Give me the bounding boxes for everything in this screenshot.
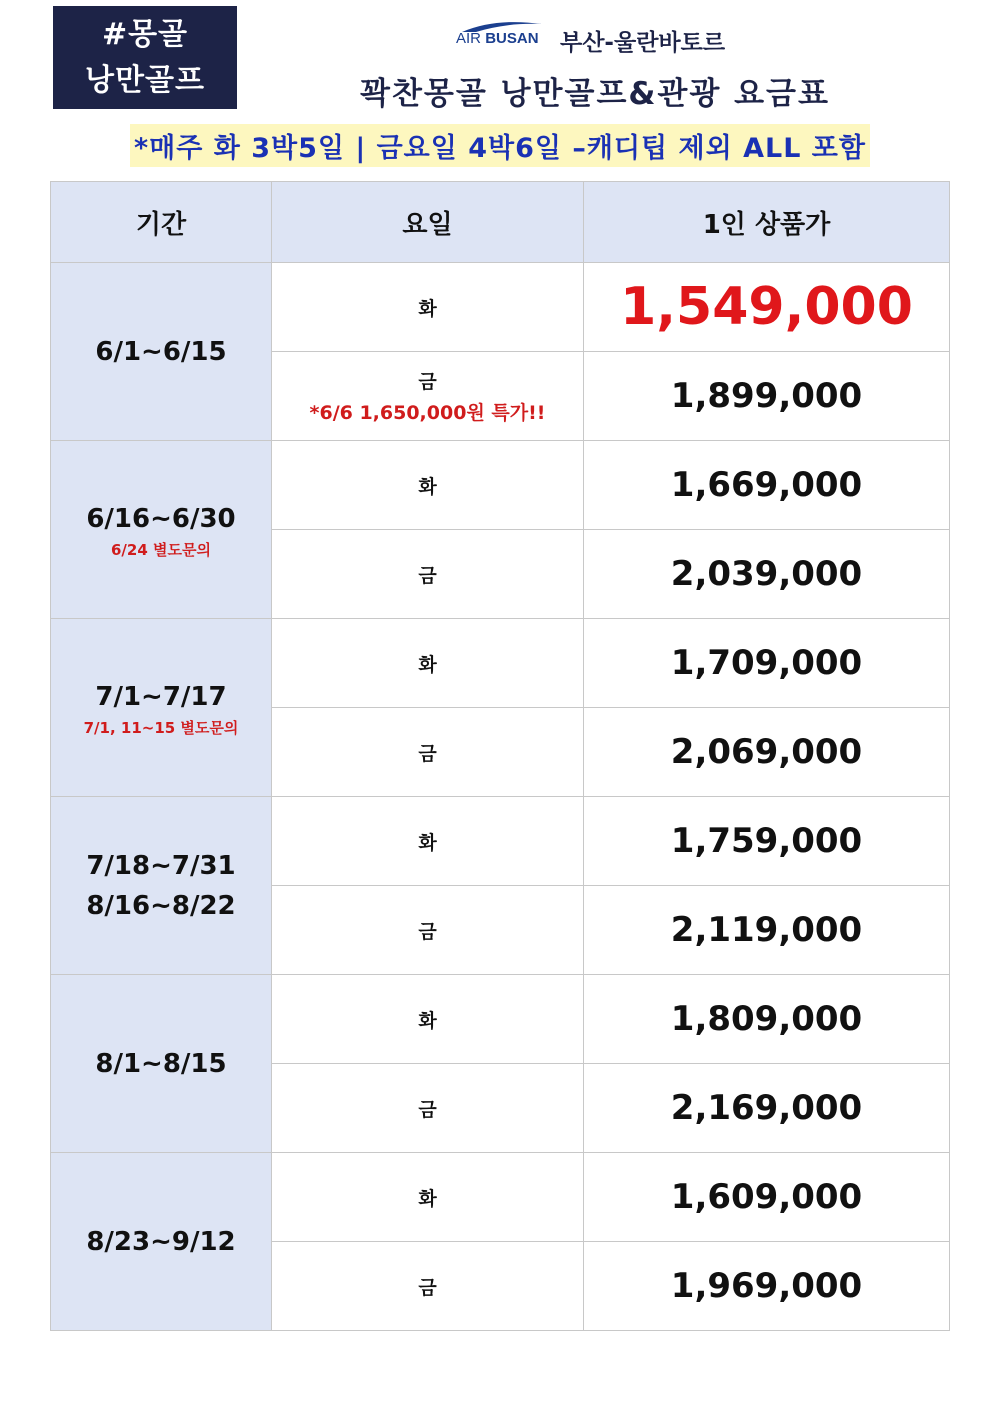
period-label: 8/23~9/12 [86,1226,236,1257]
day-cell [272,975,584,1064]
day-cell [272,1242,584,1331]
price-cell: 2,119,000 [584,886,950,975]
period-note: 7/1, 11~15 별도문의 [83,718,239,737]
table-header-row [51,182,950,263]
period-cell [51,797,272,975]
day-cell [272,1153,584,1242]
logo-text-busan: BUSAN [485,30,539,47]
day-label: 화 [418,1187,437,1210]
day-label: 화 [418,475,437,498]
price-cell: 1,709,000 [584,619,950,708]
table-row [51,975,950,1064]
period-label: 6/16~6/30 [86,503,236,534]
day-label: 화 [418,297,437,320]
price-cell: 1,809,000 [584,975,950,1064]
day-label: 화 [418,1009,437,1032]
day-label: 화 [418,653,437,676]
price-cell: 1,899,000 [584,352,950,441]
price-cell: 1,609,000 [584,1153,950,1242]
period-label: 8/1~8/15 [95,1048,227,1079]
day-cell [272,1064,584,1153]
day-cell [272,530,584,619]
day-cell [272,441,584,530]
period-label: 6/1~6/15 [95,336,227,367]
schedule-subtitle: *매주 화 3박5일 | 금요일 4박6일 –캐디팁 제외 ALL 포함 [130,124,870,167]
table-row [51,441,950,530]
price-cell: 2,039,000 [584,530,950,619]
special-price-note: *6/6 1,650,000원 특가!! [309,402,546,424]
route-label: 부산-울란바토르 [560,30,726,56]
page-title: 꽉찬몽골 낭만골프&관광 요금표 [360,76,830,112]
period-cell [51,975,272,1153]
table-row [51,1153,950,1242]
period-label: 7/18~7/31 [86,850,236,881]
day-cell [272,708,584,797]
category-tag [53,6,237,109]
rate-table [50,181,950,1331]
table-row [51,263,950,352]
period-cell [51,619,272,797]
day-cell [272,263,584,352]
day-label: 금 [418,1276,437,1299]
day-label: 금 [418,920,437,943]
tag-line-1: #몽골 [101,16,189,52]
period-cell [51,441,272,619]
header-day: 요일 [272,182,584,263]
day-label: 금 [418,742,437,765]
day-label: 금 [418,564,437,587]
header-price: 1인 상품가 [584,182,950,263]
price-cell: 1,669,000 [584,441,950,530]
period-label-2: 8/16~8/22 [86,890,236,921]
price-cell-highlight: 1,549,000 [584,263,950,352]
period-cell [51,1153,272,1331]
day-cell [272,619,584,708]
period-note: 6/24 별도문의 [111,540,211,559]
day-cell [272,886,584,975]
price-cell: 2,069,000 [584,708,950,797]
day-label: 금 [418,1098,437,1121]
day-cell [272,352,584,441]
table-row [51,619,950,708]
day-label: 금 [418,371,437,393]
header-period: 기간 [51,182,272,263]
day-label: 화 [418,831,437,854]
period-cell [51,263,272,441]
price-cell: 2,169,000 [584,1064,950,1153]
period-label: 7/1~7/17 [95,681,227,712]
price-cell: 1,969,000 [584,1242,950,1331]
tag-line-2: 낭만골프 [85,62,205,98]
price-cell: 1,759,000 [584,797,950,886]
logo-text-air: AIR [456,30,482,47]
table-row [51,797,950,886]
air-busan-logo [456,20,546,54]
day-cell [272,797,584,886]
